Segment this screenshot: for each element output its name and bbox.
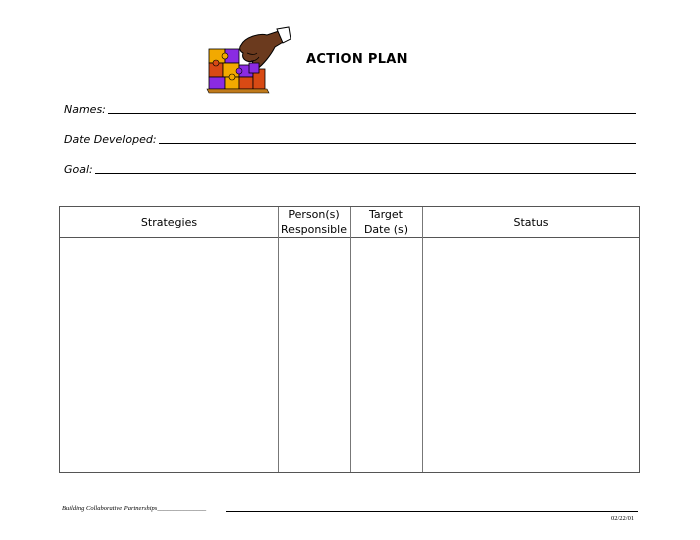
- persons-responsible-cell[interactable]: [279, 238, 350, 472]
- goal-label: Goal:: [64, 163, 93, 176]
- action-plan-table: [59, 206, 640, 473]
- date-developed-field[interactable]: [64, 133, 636, 146]
- target-dates-cell[interactable]: [351, 238, 422, 472]
- names-label: Names:: [64, 103, 106, 116]
- footer-date: 02/22/01: [611, 515, 635, 522]
- footer-organization: Building Collaborative Partnerships_______________: [62, 505, 207, 512]
- date-developed-line[interactable]: [159, 142, 636, 144]
- header-status: Status: [513, 215, 549, 229]
- header-target-dates: Target Date (s): [363, 208, 409, 236]
- names-line[interactable]: [108, 112, 636, 114]
- goal-line[interactable]: [95, 172, 636, 174]
- puzzle-hand-icon: [205, 25, 291, 95]
- header-strategies: Strategies: [140, 215, 198, 229]
- page-title: ACTION PLAN: [306, 52, 408, 67]
- names-field[interactable]: [64, 103, 636, 116]
- footer-divider: [226, 511, 638, 512]
- status-cell[interactable]: [423, 238, 639, 472]
- strategies-cell[interactable]: [60, 238, 278, 472]
- header-persons-responsible: Person(s) Responsible: [281, 208, 347, 236]
- date-developed-label: Date Developed:: [64, 133, 157, 146]
- goal-field[interactable]: [64, 163, 636, 176]
